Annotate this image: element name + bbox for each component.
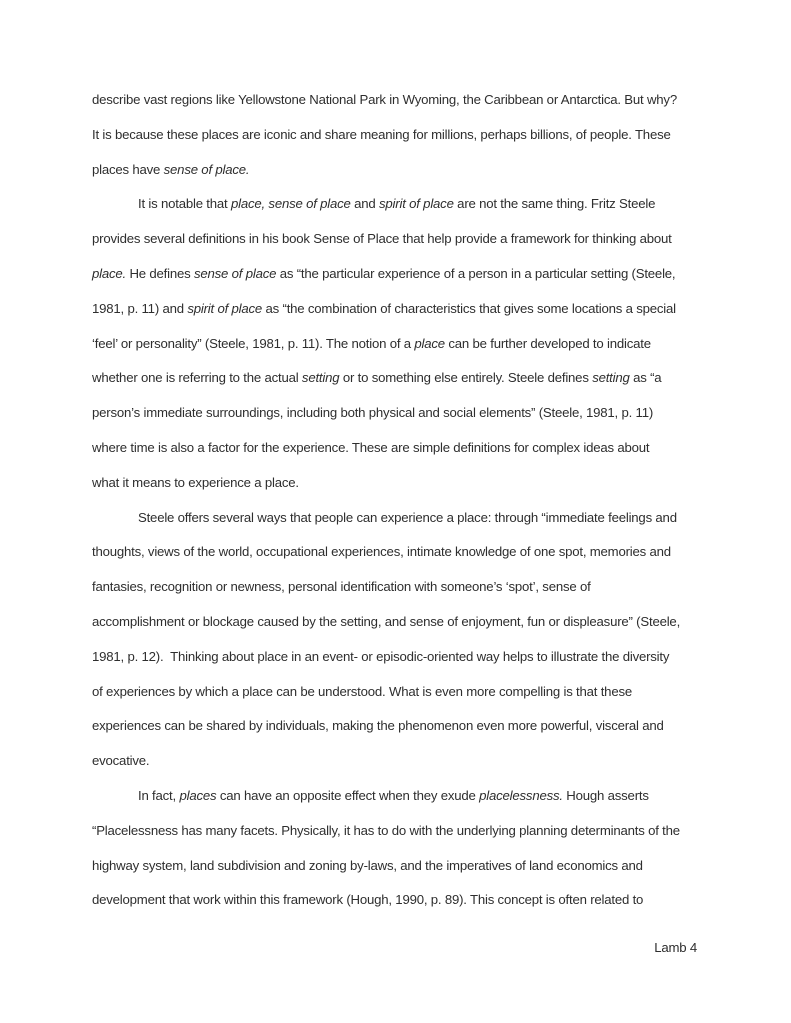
text-line [92,570,704,605]
text-run: are not the same thing. Fritz Steele [453,196,656,212]
text-run: evocative. [92,753,150,769]
text-line [92,431,704,466]
text-line [92,709,704,744]
text-run: can have an opposite effect when they exude [216,787,480,803]
text-run: what it means to experience a place. [92,474,299,490]
text-line [92,779,704,814]
text-run: can be further developed to indicate [444,335,651,351]
text-line [92,327,704,362]
text-line [92,222,704,257]
text-line [92,83,704,118]
page-number: Lamb 4 [654,940,697,955]
italic-text-run: setting [592,370,630,386]
text-run: as “the combination of characteristics that gives some locations a special [262,300,676,316]
text-run: places have [92,161,164,177]
text-line [92,466,704,501]
italic-text-run: spirit of place [187,300,263,316]
text-run: fantasies, recognition or newness, personal identification with someone’s ‘spot’, sense of [92,579,591,595]
italic-text-run: places [179,787,217,803]
text-line [92,396,704,431]
text-run: It is notable that [138,196,231,212]
text-line [92,640,704,675]
text-run: thoughts, views of the world, occupational experiences, intimate knowledge of one spot, memories and [92,544,671,560]
text-run: 1981, p. 12). Thinking about place in an event- or episodic-oriented way helps to illustrate the diversity [92,648,670,664]
italic-text-run: sense of place [193,265,277,281]
text-run: development that work within this framework (Hough, 1990, p. 89). This concept is often related to [92,892,644,908]
text-run: He defines [126,265,194,281]
text-run: as “the particular experience of a person in a particular setting (Steele, [276,265,676,281]
text-run: describe vast regions like Yellowstone National Park in Wyoming, the Caribbean or Antarctica. But why? [92,92,677,107]
italic-text-run: place. [92,265,126,281]
text-line [92,292,704,327]
text-line [92,501,704,536]
text-run: accomplishment or blockage caused by the setting, and sense of enjoyment, fun or displeasure” (Steele, [92,613,681,629]
text-line [92,153,704,188]
text-line [92,744,704,779]
text-run: “Placelessness has many facets. Physically, it has to do with the underlying planning determinants of the [92,822,680,838]
text-run: highway system, land subdivision and zoning by-laws, and the imperatives of land economics and [92,857,643,873]
italic-text-run: setting [301,370,340,386]
text-line [92,675,704,710]
text-run: of experiences by which a place can be understood. What is even more compelling is that these [92,683,632,699]
text-line [92,118,704,153]
text-run: or to something else entirely. Steele defines [339,370,593,386]
text-line [92,535,704,570]
text-run: whether one is referring to the actual [92,370,302,386]
text-run: In fact, [138,787,180,803]
text-line [92,814,704,849]
italic-text-run: spirit of place [379,196,454,212]
text-line [92,605,704,640]
italic-text-run: place, sense of place [230,196,351,212]
text-run: where time is also a factor for the experience. These are simple definitions for complex ideas about [92,439,650,455]
text-line [92,187,704,222]
text-run: as “a [629,370,662,386]
text-run: It is because these places are iconic and share meaning for millions, perhaps billions, of people. These [92,126,671,142]
text-run: Steele offers several ways that people can experience a place: through “immediate feelings and [138,509,677,525]
text-line [92,849,704,884]
text-run: and [350,196,380,212]
text-run: person’s immediate surroundings, including both physical and social elements” (Steele, 1981, p. 11) [92,405,654,421]
text-line [92,883,704,918]
text-run: ‘feel’ or personality” (Steele, 1981, p. 11). The notion of a [92,335,415,351]
text-line [92,257,704,292]
text-run: provides several definitions in his book Sense of Place that help provide a framework for thinking about [92,231,672,247]
text-line [92,361,704,396]
italic-text-run: place [414,335,445,351]
italic-text-run: sense of place. [163,161,250,177]
text-run: 1981, p. 11) and [92,300,188,316]
italic-text-run: placelessness. [479,787,563,803]
text-run: experiences can be shared by individuals, making the phenomenon even more powerful, visceral and [92,718,664,734]
document-body [92,83,704,918]
text-run: Hough asserts [562,787,649,803]
